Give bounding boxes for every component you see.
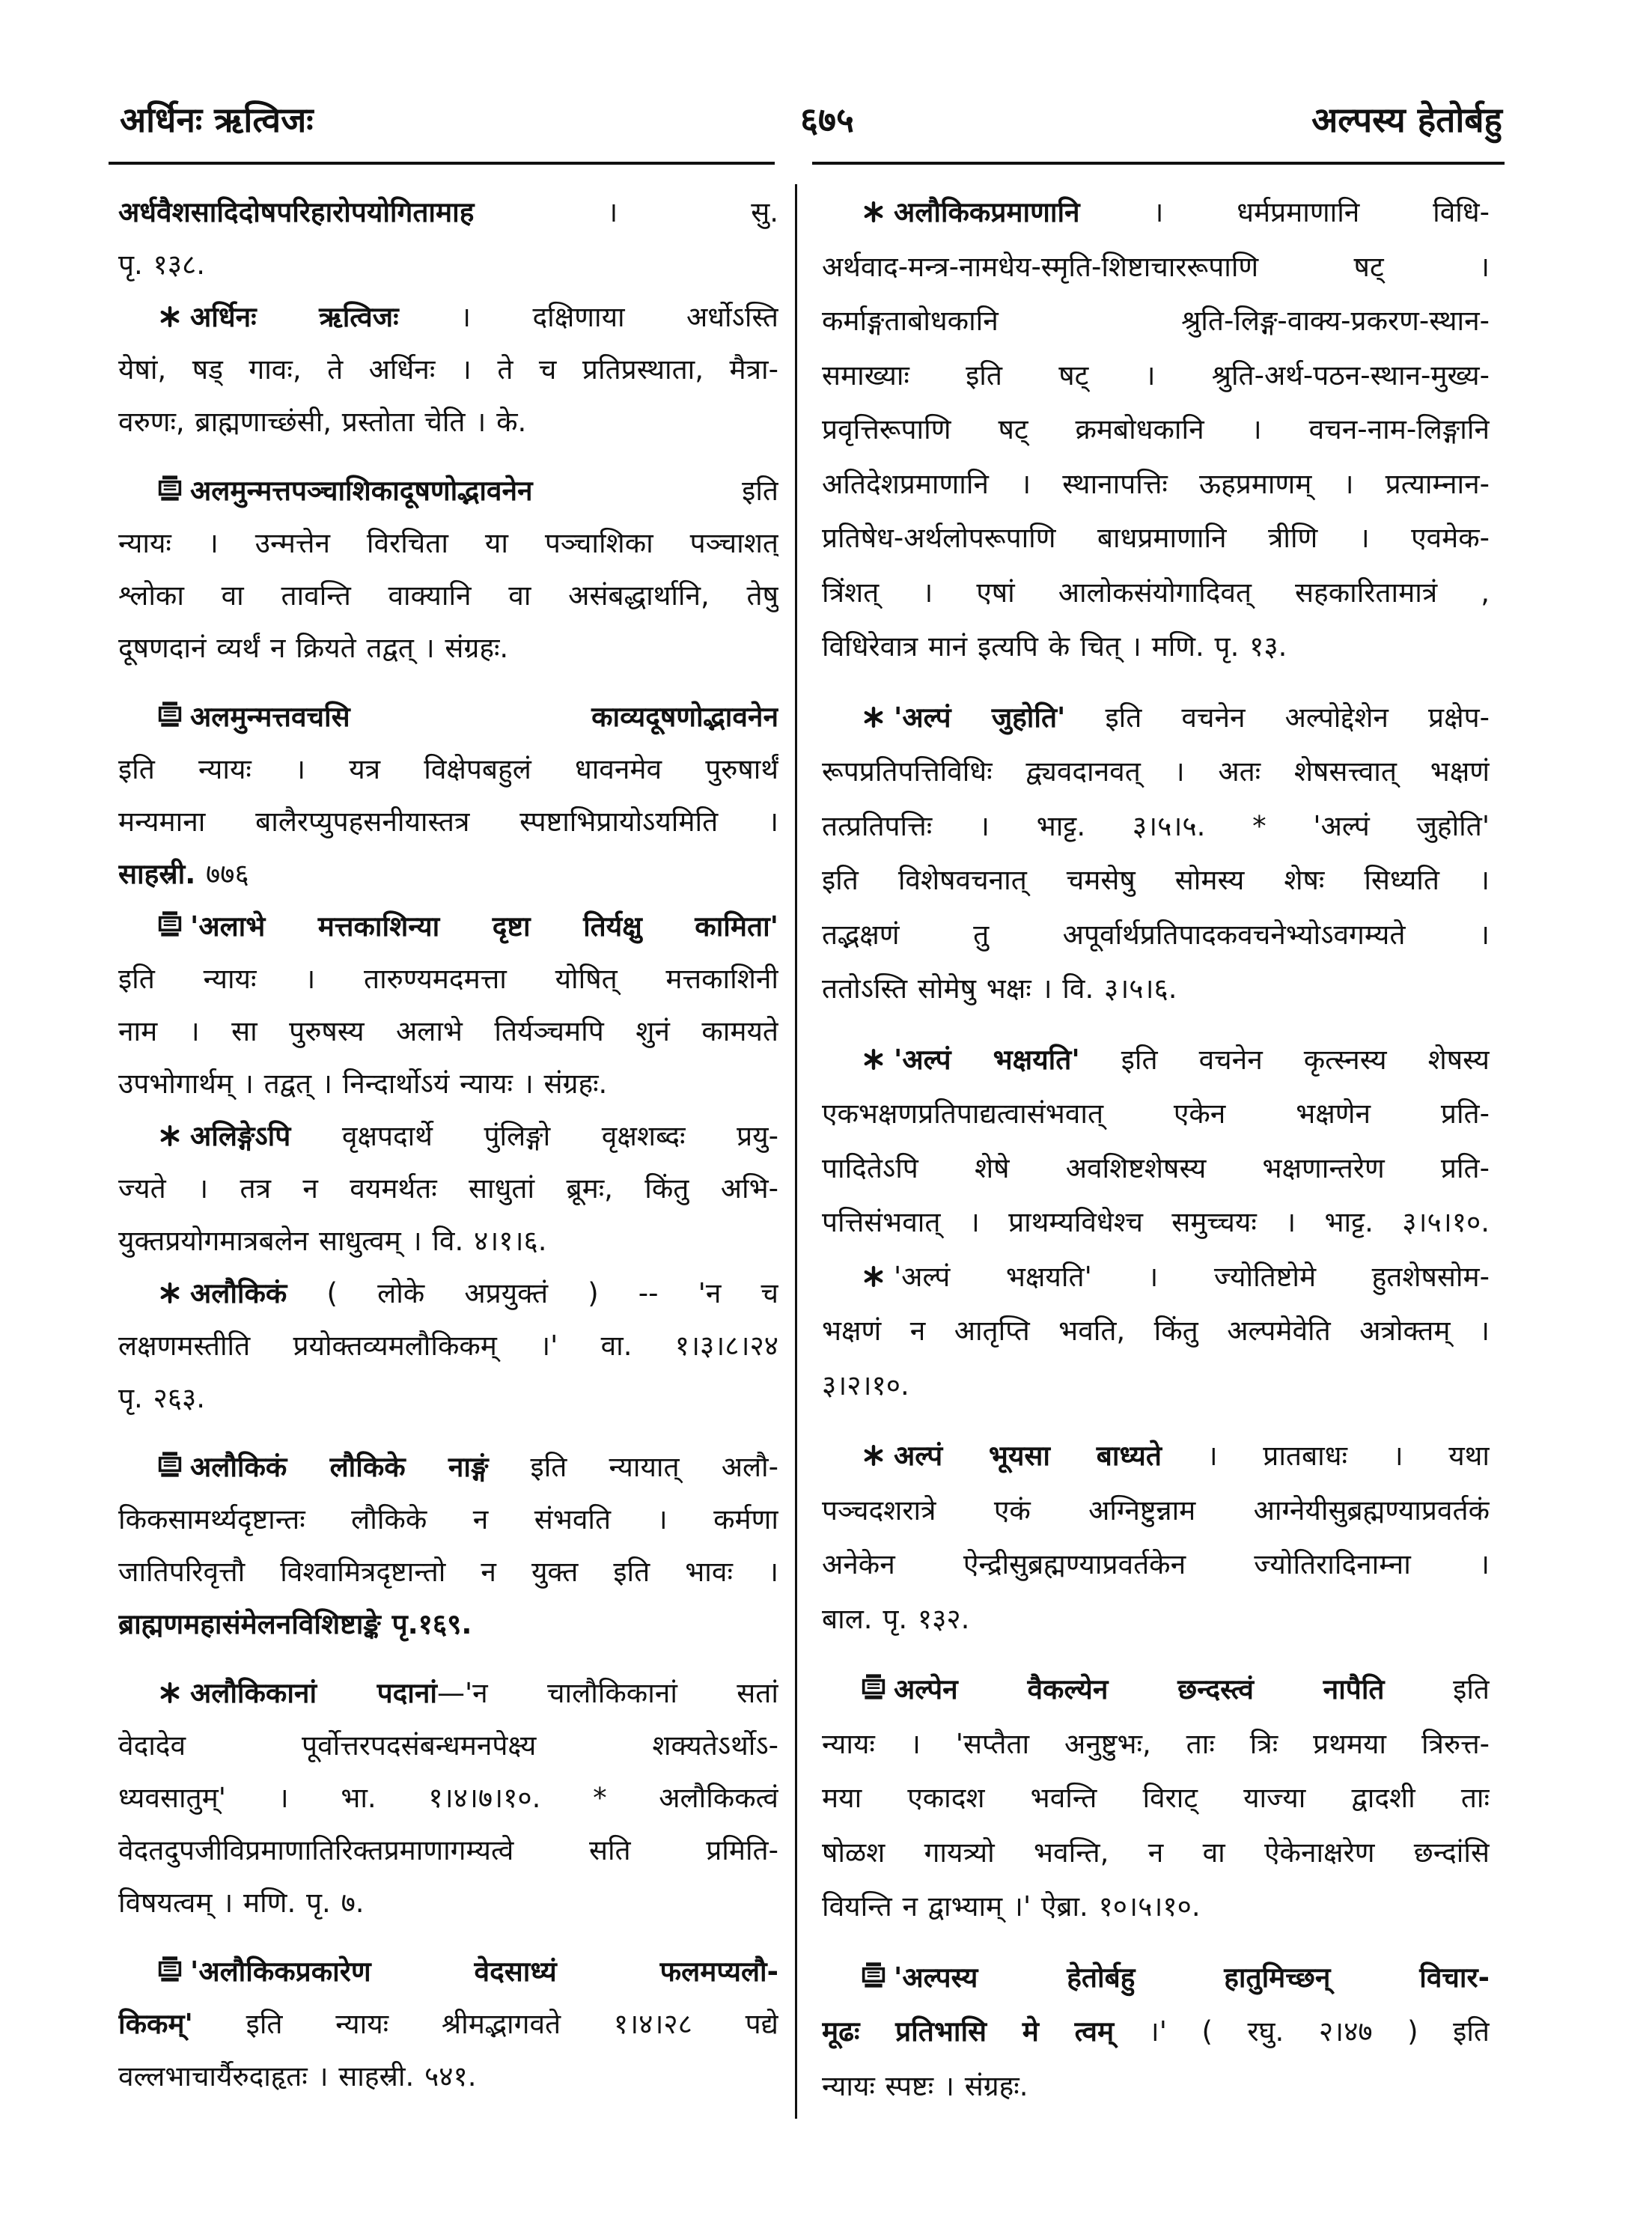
headword: अलिङ्गेऽपि xyxy=(190,1120,291,1152)
text-line xyxy=(118,1495,778,1544)
body-text: वृक्षपदार्थे पुंलिङ्गो वृक्षशब्दः प्रयु- xyxy=(290,1120,778,1152)
headword: अल्पेन वैकल्येन छन्दस्त्वं नापैति xyxy=(894,1673,1385,1705)
body-text: श्लोका वा तावन्ति वाक्यानि वा असंबद्धार्थानि, तेषु xyxy=(118,579,778,612)
headword: अलौकिकानां पदानां xyxy=(190,1677,437,1709)
column-divider xyxy=(795,184,797,2119)
headword: साहस्री. xyxy=(118,858,196,890)
body-text: उपभोगार्थम् । तद्वत् । निन्दार्थोऽयं न्यायः । संग्रहः. xyxy=(118,1068,608,1100)
nyaya-symbol-icon xyxy=(861,1668,886,1693)
nyaya-symbol-icon xyxy=(861,1956,886,1982)
text-line xyxy=(118,571,778,621)
text-line xyxy=(822,1665,1490,1714)
text-line xyxy=(822,1540,1490,1589)
body-text: किकसामर्थ्यदृष्टान्तः लौकिके न संभवति । कर्मणा xyxy=(118,1503,778,1536)
asterisk-icon xyxy=(861,1038,886,1064)
text-line xyxy=(822,856,1490,905)
body-text: विधिरेवात्र मानं इत्यपि के चित् । मणि. पृ. १३. xyxy=(822,630,1287,663)
body-text: वियन्ति न द्वाभ्याम् ।' ऐब्रा. १०।५।१०. xyxy=(822,1890,1201,1923)
asterisk-icon xyxy=(861,1256,886,1281)
body-text: ध्यवसातुम्' । भा. १।४।७।१०. * अलौकिकत्वं xyxy=(118,1782,778,1814)
headword: 'अल्पस्य हेतोर्बहु हातुमिच्छन् विचार- xyxy=(894,1961,1490,1994)
text-line xyxy=(822,964,1490,1014)
body-text: कर्माङ्गताबोधकानि श्रुति-लिङ्ग-वाक्य-प्रकरण-स्थान- xyxy=(822,305,1490,337)
body-text: दूषणदानं व्यर्थं न क्रियते तद्वत् । संग्रहः. xyxy=(118,632,509,664)
body-text: वेदादेव पूर्वोत्तरपदसंबन्धमनपेक्ष्य शक्यतेऽर्थोऽ- xyxy=(118,1729,778,1762)
body-text: न्यायः स्पष्टः । संग्रहः. xyxy=(822,2069,1028,2102)
text-line xyxy=(118,466,778,516)
text-line xyxy=(822,1882,1490,1932)
body-text: अर्थवाद-मन्त्र-नामधेय-स्मृति-शिष्टाचाररूपाणि षट् । xyxy=(822,250,1490,283)
text-line xyxy=(118,1443,778,1492)
body-text: इति विशेषवचनात् चमसेषु सोमस्य शेषः सिध्यति । xyxy=(822,864,1490,896)
header-rule-right xyxy=(812,162,1505,165)
text-line xyxy=(822,1035,1490,1085)
body-text: त्रिंशत् । एषां आलोकसंयोगादिवत् सहकारितामात्रं , xyxy=(822,576,1490,609)
asterisk-icon xyxy=(157,1115,183,1140)
headword: अल्पं भूयसा बाध्यते xyxy=(894,1440,1162,1472)
asterisk-icon xyxy=(157,296,183,321)
asterisk-icon xyxy=(157,1672,183,1697)
text-line xyxy=(822,1953,1490,2003)
body-text: इति वचनेन अल्पोद्देशेन प्रक्षेप- xyxy=(1065,701,1490,734)
body-text: ( लोके अप्रयुक्तं ) -- 'न च xyxy=(287,1277,778,1309)
text-line xyxy=(822,296,1490,346)
body-text: । धर्मप्रमाणानि विधि- xyxy=(1079,196,1490,228)
headword: 'अलौकिकप्रकारेण वेदसाध्यं फलमप्यलौ- xyxy=(190,1955,778,1988)
text-line xyxy=(118,955,778,1004)
text-line xyxy=(822,2007,1490,2057)
body-text: इति न्यायः श्रीमद्भागवते १।४।२८ पद्ये xyxy=(192,2008,778,2040)
body-text: षोळश गायत्र्यो भवन्ति, न वा ऐकेनाक्षरेण छन्दांसि xyxy=(822,1836,1490,1869)
headword: 'अलाभे मत्तकाशिन्या दृष्टा तिर्यक्षु कामिता' xyxy=(190,910,778,943)
text-line xyxy=(118,2000,778,2049)
body-text: बाल. पृ. १३२. xyxy=(822,1602,970,1635)
text-line xyxy=(118,624,778,673)
text-line xyxy=(118,398,778,447)
asterisk-icon xyxy=(861,191,886,216)
text-line xyxy=(118,1600,778,1649)
headword: 'अल्पं जुहोति' xyxy=(894,701,1066,734)
headword: अलौकिकं xyxy=(190,1277,287,1309)
text-line xyxy=(822,1595,1490,1644)
body-text: मया एकादश भवन्ति विराट् याज्या द्वादशी ताः xyxy=(822,1782,1490,1814)
text-line xyxy=(118,1374,778,1423)
text-line xyxy=(118,240,778,290)
text-line xyxy=(822,243,1490,292)
header-rule-left xyxy=(109,162,775,165)
body-text: एकभक्षणप्रतिपाद्यत्वासंभवात् एकेन भक्षणेन प्रति- xyxy=(822,1098,1490,1130)
headword: अर्धिनः ऋत्विजः xyxy=(190,301,399,333)
headword: मूढः प्रतिभासि मे त्वम् xyxy=(822,2015,1115,2048)
body-text: इति xyxy=(532,475,778,507)
text-line xyxy=(822,351,1490,401)
text-line xyxy=(118,1059,778,1109)
text-line xyxy=(822,1828,1490,1878)
body-text: प्रवृत्तिरूपाणि षट् क्रमबोधकानि । वचन-नाम-लिङ्गानि xyxy=(822,413,1490,445)
body-text: अतिदेशप्रमाणानि । स्थानापत्तिः ऊहप्रमाणम् । प्रत्याम्नान- xyxy=(822,467,1490,500)
body-text: तद्भक्षणं तु अपूर्वार्थप्रतिपादकवचनेभ्योऽवगम्यते । xyxy=(822,918,1490,951)
text-line xyxy=(118,1774,778,1823)
text-line xyxy=(118,519,778,568)
text-line xyxy=(118,850,778,899)
text-line xyxy=(118,1878,778,1928)
body-text: 'अल्पं भक्षयति' । ज्योतिष्टोमे हुतशेषसोम- xyxy=(894,1260,1490,1293)
body-text: ततोऽस्ति सोमेषु भक्षः । वि. ३।५।६. xyxy=(822,973,1177,1005)
text-line xyxy=(822,1774,1490,1823)
headword: अलौकिकं लौकिके नाङ्गं xyxy=(190,1451,489,1483)
body-text: ।' ( रघु. २।४७ ) इति xyxy=(1114,2015,1490,2048)
headword: ब्राह्मणमहासंमेलनविशिष्टाङ्के पृ.१६९. xyxy=(118,1608,472,1640)
text-line xyxy=(118,1112,778,1161)
body-text: अनेकेन ऐन्द्रीसुब्रह्मण्याप्रवर्तकेन ज्योतिरादिनाम्ना । xyxy=(822,1548,1490,1580)
running-head-left: अर्धिनः ऋत्विजः xyxy=(120,100,314,140)
body-text: । दक्षिणाया अर्धोऽस्ति xyxy=(398,301,778,333)
body-text: प्रतिषेध-अर्थलोपरूपाणि बाधप्रमाणानि त्रीणि । एवमेक- xyxy=(822,522,1490,554)
text-line xyxy=(118,693,778,742)
text-line xyxy=(118,345,778,395)
body-text: पत्तिसंभवात् । प्राथम्यविधेश्च समुच्चयः । भाट्ट. ३।५।१०. xyxy=(822,1206,1490,1238)
text-line xyxy=(822,802,1490,851)
headword: 'अल्पं भक्षयति' xyxy=(894,1043,1080,1076)
headword: अलौकिकप्रमाणानि xyxy=(894,196,1080,228)
text-line xyxy=(822,1720,1490,1769)
headword: अर्धवैशसादिदोषपरिहारोपयोगितामाह xyxy=(118,196,475,228)
body-text: । प्रातबाधः । यथा xyxy=(1161,1440,1490,1472)
nyaya-symbol-icon xyxy=(157,1446,183,1471)
body-text: न्यायः । उन्मत्तेन विरचिता या पञ्चाशिका पञ्चाशत् xyxy=(118,527,778,559)
text-line xyxy=(822,1486,1490,1536)
text-line xyxy=(118,1669,778,1718)
asterisk-icon xyxy=(861,1434,886,1460)
text-line xyxy=(118,1947,778,1997)
body-text: पृ. १३८. xyxy=(118,249,206,281)
text-line xyxy=(822,568,1490,618)
text-line xyxy=(118,1547,778,1597)
text-line xyxy=(118,1269,778,1318)
text-line xyxy=(118,1826,778,1875)
text-line xyxy=(822,1253,1490,1302)
body-text: वरुणः, ब्राह्मणाच्छंसी, प्रस्तोता चेति । के. xyxy=(118,406,527,438)
body-text: पृ. २६३. xyxy=(118,1382,206,1414)
text-line xyxy=(118,1164,778,1214)
body-text: इति न्यायात् अलौ- xyxy=(488,1451,778,1483)
body-text: इति xyxy=(1384,1673,1490,1705)
text-line xyxy=(118,745,778,794)
body-text: पञ्चदशरात्रे एकं अग्निष्टुन्नाम आग्नेयीसुब्रह्मण्याप्रवर्तकं xyxy=(822,1494,1490,1527)
headword: अलमुन्मत्तपञ्चाशिकादूषणोद्भावनेन xyxy=(190,475,533,507)
body-text: —'न चालौकिकानां सतां xyxy=(436,1677,778,1709)
body-text: ज्यते । तत्र न वयमर्थतः साधुतां ब्रूमः, किंतु अभि- xyxy=(118,1172,778,1205)
page-number: ६७५ xyxy=(800,100,854,140)
asterisk-icon xyxy=(861,696,886,722)
body-text: वल्लभाचार्यैरुदाहृतः । साहस्री. ५४१. xyxy=(118,2060,477,2093)
body-text: समाख्याः इति षट् । श्रुति-अर्थ-पठन-स्थान-मुख्य- xyxy=(822,359,1490,392)
text-line xyxy=(822,460,1490,509)
body-text: जातिपरिवृत्तौ विश्वामित्रदृष्टान्तो न युक्त इति भावः । xyxy=(118,1556,778,1588)
text-line xyxy=(822,693,1490,743)
headword: अलमुन्मत्तवचसि काव्यदूषणोद्भावनेन xyxy=(190,701,778,733)
text-line xyxy=(822,2062,1490,2111)
text-line xyxy=(822,1361,1490,1410)
nyaya-symbol-icon xyxy=(157,696,183,721)
body-text: न्यायः । 'सप्तैता अनुष्टुभः, ताः त्रिः प्रथमया त्रिरुत्त- xyxy=(822,1727,1490,1760)
body-text: भक्षणं न आतृप्ति भवति, किंतु अल्पमेवेति अत्रोक्तम् । xyxy=(822,1315,1490,1347)
body-text: मन्यमाना बालैरप्युपहसनीयास्तत्र स्पष्टाभिप्रायोऽयमिति । xyxy=(118,806,778,838)
text-line xyxy=(822,910,1490,960)
text-line xyxy=(822,405,1490,454)
body-text: वेदतदुपजीविप्रमाणातिरिक्तप्रमाणागम्यत्वे सति प्रमिति- xyxy=(118,1834,778,1866)
body-text: ७७६ xyxy=(195,858,249,890)
text-line xyxy=(822,1431,1490,1481)
body-text: लक्षणमस्तीति प्रयोक्तव्यमलौकिकम् ।' वा. १।३।८।२४ xyxy=(118,1330,778,1362)
body-text: नाम । सा पुरुषस्य अलाभे तिर्यञ्चमपि शुनं कामयते xyxy=(118,1015,778,1047)
body-text: युक्तप्रयोगमात्रबलेन साधुत्वम् । वि. ४।१।६. xyxy=(118,1225,547,1257)
body-text: विषयत्वम् । मणि. पृ. ७. xyxy=(118,1887,365,1919)
text-line xyxy=(118,902,778,952)
headword: किकम्' xyxy=(118,2008,193,2040)
text-line xyxy=(822,747,1490,797)
text-line xyxy=(118,2052,778,2101)
text-line xyxy=(118,797,778,847)
body-text: इति न्यायः । यत्र विक्षेपबहुलं धावनमेव पुरुषार्थं xyxy=(118,753,778,785)
text-line xyxy=(822,622,1490,672)
body-text: इति वचनेन कृत्स्नस्य शेषस्य xyxy=(1079,1043,1490,1076)
body-text: । सु. xyxy=(474,196,778,228)
text-line xyxy=(118,1217,778,1266)
text-line xyxy=(822,1144,1490,1193)
text-line xyxy=(118,188,778,237)
text-line xyxy=(822,514,1490,563)
body-text: तत्प्रतिपत्तिः । भाट्ट. ३।५।५. * 'अल्पं जुहोति' xyxy=(822,809,1490,842)
body-text: पादितेऽपि शेषे अवशिष्टशेषस्य भक्षणान्तरेण प्रति- xyxy=(822,1151,1490,1184)
text-line xyxy=(118,293,778,342)
nyaya-symbol-icon xyxy=(157,469,183,495)
nyaya-symbol-icon xyxy=(157,905,183,931)
text-line xyxy=(118,1007,778,1056)
body-text: ३।२।१०. xyxy=(822,1369,909,1401)
body-text: येषां, षड् गावः, ते अर्धिनः । ते च प्रतिप्रस्थाता, मैत्रा- xyxy=(118,353,778,386)
asterisk-icon xyxy=(157,1272,183,1297)
text-line xyxy=(822,1089,1490,1139)
body-text: रूपप्रतिपत्तिविधिः द्व्यवदानवत् । अतः शेषसत्त्वात् भक्षणं xyxy=(822,755,1490,788)
text-line xyxy=(822,188,1490,237)
body-text: इति न्यायः । तारुण्यमदमत्ता योषित् मत्तकाशिनी xyxy=(118,963,778,995)
text-line xyxy=(118,1721,778,1771)
text-line xyxy=(822,1306,1490,1356)
running-head-right: अल्पस्य हेतोर्बहु xyxy=(1311,100,1502,140)
text-line xyxy=(118,1321,778,1371)
text-line xyxy=(822,1198,1490,1247)
nyaya-symbol-icon xyxy=(157,1950,183,1976)
